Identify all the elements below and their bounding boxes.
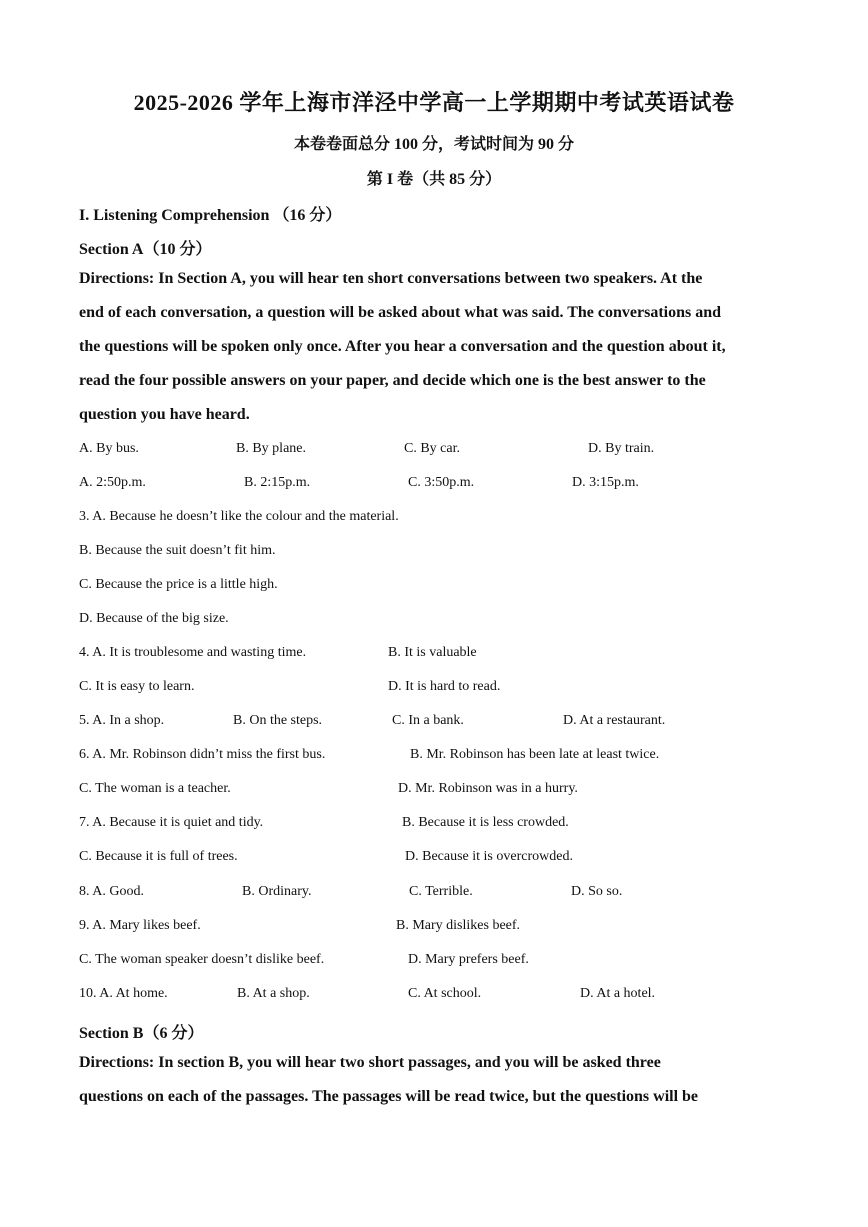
directions-line: read the four possible answers on your paper, and decide which one is the best answer to the <box>79 372 706 389</box>
directions-line: question you have heard. <box>79 406 250 423</box>
option: B. Mr. Robinson has been late at least twice. <box>410 747 660 762</box>
option: B. Mary dislikes beef. <box>396 918 521 933</box>
part-heading: I. Listening Comprehension （16 分） <box>79 207 342 224</box>
option: 6. A. Mr. Robinson didn’t miss the first bus. <box>79 747 326 762</box>
directions-line: the questions will be spoken only once. After you hear a conversation and the question about it, <box>79 338 726 355</box>
option: B. On the steps. <box>233 713 323 728</box>
option: B. At a shop. <box>237 986 310 1001</box>
volume-heading: 第 I 卷（共 85 分） <box>366 171 502 188</box>
option: 7. A. Because it is quiet and tidy. <box>79 815 264 830</box>
section-b-heading: Section B（6 分） <box>79 1025 204 1042</box>
option: 9. A. Mary likes beef. <box>79 918 201 933</box>
option: C. It is easy to learn. <box>79 679 195 694</box>
option: A. 2:50p.m. <box>79 475 146 490</box>
exam-subtitle: 本卷卷面总分 100 分，考试时间为 90 分 <box>293 136 574 153</box>
option: C. At school. <box>408 986 482 1001</box>
option: D. Mr. Robinson was in a hurry. <box>398 781 578 796</box>
option: C. By car. <box>404 441 460 456</box>
section-a-heading: Section A（10 分） <box>79 241 212 258</box>
option: B. Ordinary. <box>242 884 312 899</box>
option: B. It is valuable <box>388 645 477 660</box>
option: C. The woman speaker doesn’t dislike beef. <box>79 952 325 967</box>
option: 3. A. Because he doesn’t like the colour and the material. <box>79 509 399 524</box>
directions-line: end of each conversation, a question will be asked about what was said. The conversations and <box>79 304 722 321</box>
option: C. Because it is full of trees. <box>79 849 238 864</box>
option: D. So so. <box>571 884 623 899</box>
option: D. At a hotel. <box>580 986 656 1001</box>
option: 4. A. It is troublesome and wasting time. <box>79 645 307 660</box>
directions-line: Directions: In Section A, you will hear ten short conversations between two speakers. At the <box>79 270 703 287</box>
option: D. 3:15p.m. <box>572 475 639 490</box>
option: B. Because it is less crowded. <box>402 815 569 830</box>
option: 8. A. Good. <box>79 884 144 899</box>
option: C. In a bank. <box>392 713 464 728</box>
option: D. Mary prefers beef. <box>408 952 529 967</box>
option: B. Because the suit doesn’t fit him. <box>79 543 276 558</box>
option: C. Because the price is a little high. <box>79 577 278 592</box>
option: D. It is hard to read. <box>388 679 501 694</box>
option: 5. A. In a shop. <box>79 713 165 728</box>
option: D. Because of the big size. <box>79 611 229 626</box>
option: D. Because it is overcrowded. <box>405 849 573 864</box>
option: C. Terrible. <box>409 884 473 899</box>
option: A. By bus. <box>79 441 139 456</box>
option: D. At a restaurant. <box>563 713 666 728</box>
option: B. By plane. <box>236 441 306 456</box>
option: D. By train. <box>588 441 655 456</box>
option: B. 2:15p.m. <box>244 475 311 490</box>
exam-title: 2025-2026 学年上海市洋泾中学高一上学期期中考试英语试卷 <box>133 90 735 115</box>
option: C. The woman is a teacher. <box>79 781 231 796</box>
option: C. 3:50p.m. <box>408 475 475 490</box>
directions-line: Directions: In section B, you will hear two short passages, and you will be asked three <box>79 1054 661 1071</box>
option: 10. A. At home. <box>79 986 168 1001</box>
directions-line: questions on each of the passages. The passages will be read twice, but the questions will be <box>79 1088 699 1105</box>
